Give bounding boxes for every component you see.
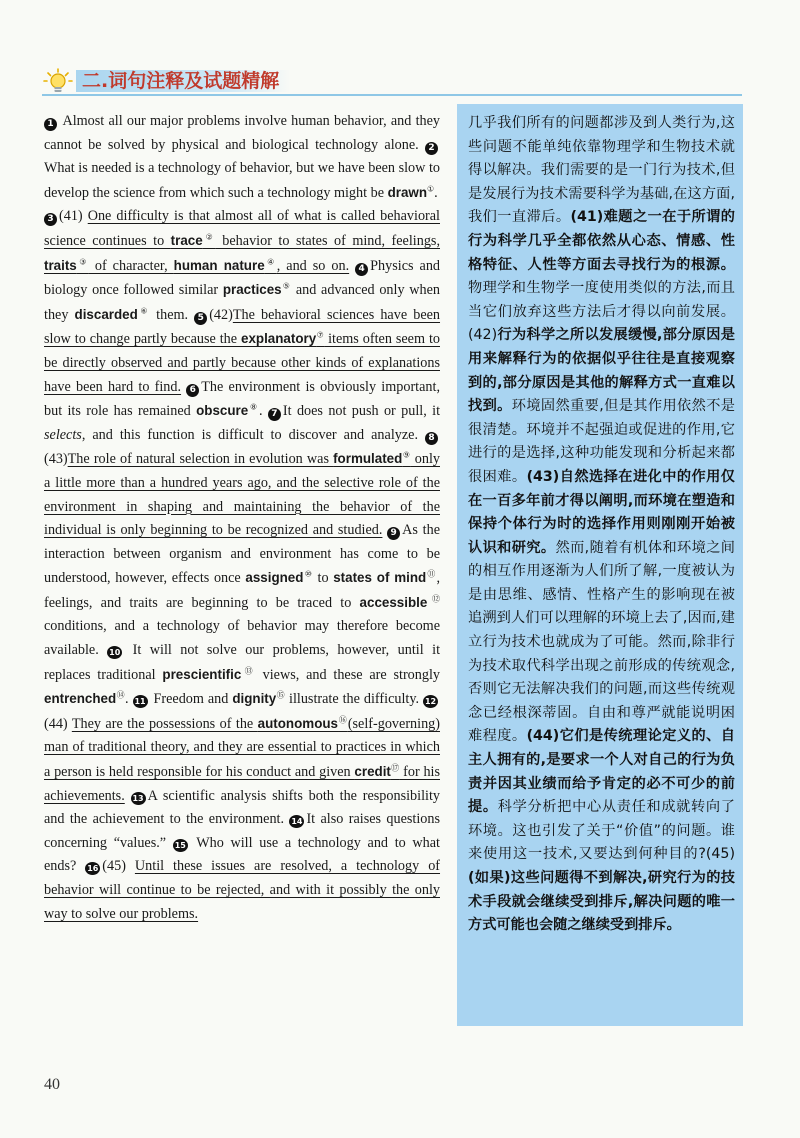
footnote-marker: ⑩ bbox=[303, 569, 313, 579]
sentence: Almost all our major problems involve human behavior, and they cannot be solved by physical and biological technology alone. bbox=[44, 113, 440, 153]
header-dotted-rule bbox=[292, 94, 742, 96]
page-number: 40 bbox=[44, 1076, 60, 1093]
translation-target: The behavioral sciences have been slow to change partly because the explanatory⑦ items often seem to be directly observed and partly because other kinds of explanations have been hard to find. bbox=[44, 306, 441, 395]
footnote-marker: ⑨ bbox=[402, 450, 411, 460]
translation-target: One difficulty is that almost all of what is called behavioral science continues to trace② behavior to states of mind, feelings, traits③ of character, human nature④, and so on. bbox=[44, 208, 440, 274]
footnote-marker: ② bbox=[202, 232, 216, 242]
section-title bbox=[42, 68, 291, 94]
footnote-marker: ⑯ bbox=[338, 715, 348, 725]
sentence: Freedom and bbox=[149, 691, 233, 708]
vocab-term: autonomous bbox=[257, 715, 339, 731]
footnote-marker: ⑧ bbox=[248, 402, 259, 412]
vocab-term: states of mind bbox=[333, 570, 427, 586]
sentence-number: 2 bbox=[425, 142, 438, 155]
sentence-number: 14 bbox=[291, 817, 303, 827]
question-number: (41) bbox=[59, 208, 83, 225]
sentence: Who will use a technology and to what ends? bbox=[44, 834, 440, 875]
english-passage: 1 Almost all our major problems involve human behavior, and they cannot be solved by physical and biological technology alone. 2 What is needed is a technology of behavior, but we have been slow to develop the science from which such a technology might be drawn①. 3 (41) One difficulty is that almost all of what is called behavioral science continues to trace② behavior to states of mind, feelings, traits③ of character, human nature④, and so on. 4 Physics and biology once followed similar practices⑤ and advanced only when they discarded⑥ them. 5 (42)The behavioral sciences have been slow to change partly because the explanatory⑦ items often seem to be directly observed and partly because other kinds of explanations have been hard to find. 6 The environment is obviously important, but its role has remained obscure⑧. 7 It does not push or pull, it selects, and this function is difficult to discover and analyze. 8(43)The role of natural selection in evolution was formulated⑨ only a little more than a hundred years ago, and the selective role of the environment in shaping and maintaining the behavior of the individual is only beginning to be recognized and studied. 9 As the interaction between organism and environment has come to be understood, however, effects once assigned⑩ to states of mind⑪, feelings, and traits are beginning to be traced to accessible⑫ conditions, and a technology of behavior may therefore become available. 10 It will not solve our problems, however, until it replaces traditional prescientific⑬ views, and these are strongly entrenched⑭. 11 Freedom and dignity⑮ illustrate the difficulty. 12(44) They are the possessions of the autonomous⑯(self-governing) man of traditional theory, and they are essential to practices in which a person is held responsible for his conduct and given credit⑰ for his achievements. 13 A scientific analysis shifts both the responsibility and the achievement to the environment. 14 It also raises questions concerning “values.” 15 Who will use a technology and to what ends? 16 (45) Until these issues are resolved, a technology of behavior will continue to be rejected, and with it possibly the only way to solve our problems. bbox=[44, 113, 441, 922]
footnote-marker: ⑦ bbox=[316, 330, 325, 340]
sentence: Physics and biology once followed similar bbox=[44, 257, 441, 299]
sentence: What is needed is a technology of behavior, but we have been slow to develop the science from which such a technology might be bbox=[44, 160, 440, 201]
section-header bbox=[42, 68, 742, 98]
sentence-number: 5 bbox=[194, 312, 207, 325]
footnote-marker: ⑭ bbox=[116, 690, 126, 700]
vocab-term: prescientific bbox=[162, 666, 242, 682]
key-translation: (如果)这些问题得不到解决,研究行为的技术手段就会继续受到排斥,解决问题的唯一方式可能也会随之继续受到排斥。 bbox=[468, 870, 735, 934]
sentence: It does not push or pull, it bbox=[282, 403, 441, 420]
sentence: A scientific analysis shifts both the responsibility and the achievement to the environment. bbox=[44, 787, 440, 828]
vocab-term: obscure bbox=[196, 403, 249, 419]
footnote-marker: ④ bbox=[264, 256, 277, 266]
question-number: (43) bbox=[44, 451, 68, 468]
vocab-term: drawn bbox=[387, 184, 427, 200]
vocab-term: dignity bbox=[232, 691, 277, 707]
vocab-term: assigned bbox=[245, 570, 304, 586]
vocab-term: practices bbox=[222, 282, 282, 298]
footnote-marker: ③ bbox=[76, 256, 89, 266]
sentence-number: 16 bbox=[87, 864, 99, 874]
sentence-number: 10 bbox=[109, 648, 121, 658]
vocab-term: formulated bbox=[333, 451, 403, 467]
translation-text: 然而,随着有机体和环境之间的相互作用逐渐为人们所了解,一度被认为是由思维、感情、性格产生的影响现在被追溯到人们可以理解的环境上去了,因而,建立行为技术也就成为了可能。然而,除非行为技术取代科学出现之前形成的传统观念,否则它无法解决我们的问题,而这些传统观念已经根深蒂固。自由和尊严就能说明困难程度。 bbox=[468, 539, 735, 745]
translation-text: 物理学和生物学一度使用类似的方法,而且当它们放弃这些方法后才得以向前发展。(42) bbox=[468, 280, 735, 344]
translation-text: 科学分析把中心从责任和成就转向了环境。这也引发了关于“价值”的问题。谁来使用这一技术,又要达到何种目的?(45) bbox=[468, 799, 735, 863]
translation-text: 几乎我们所有的问题都涉及到人类行为,这些问题不能单纯依靠物理学和生物技术就得以解决。我们需要的是一门行为技术,但是发展行为技术需要科学为基础,在这方面,我们一直滞后。 bbox=[468, 115, 735, 226]
sentence-number: 9 bbox=[387, 527, 400, 540]
sentence: As the interaction between organism and environment has come to be understood, however, effects once bbox=[44, 522, 440, 587]
sentence-number: 7 bbox=[268, 408, 281, 421]
emphasis-word: selects bbox=[44, 426, 82, 443]
chinese-translation-box bbox=[457, 104, 743, 1026]
footnote-marker: ⑮ bbox=[276, 690, 286, 700]
translation-target: They are the possessions of the autonomous⑯(self-governing) man of traditional theory, and they are essential to practices in which a person is held responsible for his conduct and given credit⑰ for his achievements. bbox=[44, 715, 440, 804]
lightbulb-icon bbox=[42, 68, 74, 94]
vocab-term: trace bbox=[170, 232, 203, 248]
sentence: It will not solve our problems, however, until it replaces traditional bbox=[44, 642, 441, 683]
sentence-number: 3 bbox=[44, 213, 57, 226]
sentence: It also raises questions concerning “values.” bbox=[44, 811, 441, 851]
vocab-term: accessible bbox=[359, 594, 428, 610]
footnote-marker: ⑪ bbox=[426, 569, 437, 579]
question-number: (42) bbox=[209, 306, 233, 323]
translation-target: The role of natural selection in evolution was formulated⑨ only a little more than a hundred years ago, and the selective role of the environment in shaping and maintaining the behavior of the individual is only beginning to be recognized and studied. bbox=[44, 450, 440, 539]
sentence-number: 11 bbox=[134, 697, 146, 707]
sentence-number: 6 bbox=[186, 384, 199, 397]
sentence-number: 15 bbox=[174, 840, 186, 850]
key-translation: (41)难题之一在于所谓的行为科学几乎全都依然从心态、情感、性格特征、人性等方面去寻找行为的根源。 bbox=[468, 209, 735, 273]
sentence-number: 12 bbox=[424, 697, 437, 707]
section-title-text: 二.词句注释及试题精解 bbox=[76, 70, 291, 92]
sentence: The environment is obviously important, but its role has remained bbox=[44, 378, 441, 420]
sentence-number: 8 bbox=[425, 432, 438, 445]
vocab-term: explanatory bbox=[241, 331, 317, 347]
footnote-marker: ⑫ bbox=[427, 594, 440, 604]
key-translation: 行为科学之所以发展缓慢,部分原因是用来解释行为的依据似乎往往是直接观察到的,部分原因是其他的解释方式一直难以找到。 bbox=[468, 327, 735, 415]
key-translation: (44)它们是传统理论定义的、自主人拥有的,是要求一个人对自己的行为负责并因其业绩而给予肯定的必不可少的前提。 bbox=[468, 728, 735, 816]
sentence-number: 4 bbox=[355, 263, 368, 276]
vocab-term: credit bbox=[354, 764, 391, 780]
footnote-marker: ⑥ bbox=[137, 306, 151, 316]
vocab-term: discarded bbox=[74, 306, 138, 322]
question-number: (45) bbox=[102, 858, 126, 875]
translation-target: Until these issues are resolved, a technology of behavior will continue to be rejected, and with it possibly the only way to solve our problems. bbox=[44, 858, 441, 922]
vocab-term: human nature bbox=[173, 257, 265, 273]
vocab-term: entrenched bbox=[44, 691, 117, 707]
key-translation: (43)自然选择在进化中的作用仅在一百多年前才得以阐明,而环境在塑造和保持个体行为时的选择作用则刚刚开始被认识和研究。 bbox=[468, 468, 735, 556]
vocab-term: traits bbox=[44, 257, 77, 273]
footnote-marker: ⑬ bbox=[241, 665, 256, 675]
footnote-marker: ⑤ bbox=[281, 281, 292, 291]
question-number: (44) bbox=[44, 715, 68, 732]
sentence-number: 13 bbox=[132, 793, 144, 803]
footnote-marker: ⑰ bbox=[390, 763, 400, 773]
footnote-marker: ① bbox=[427, 184, 435, 194]
translation-text: 环境固然重要,但是其作用依然不是很清楚。环境并不起强迫或促进的作用,它进行的是选择,这种功能发现和分析起来都很困难。 bbox=[468, 398, 735, 485]
sentence-number: 1 bbox=[44, 118, 57, 131]
